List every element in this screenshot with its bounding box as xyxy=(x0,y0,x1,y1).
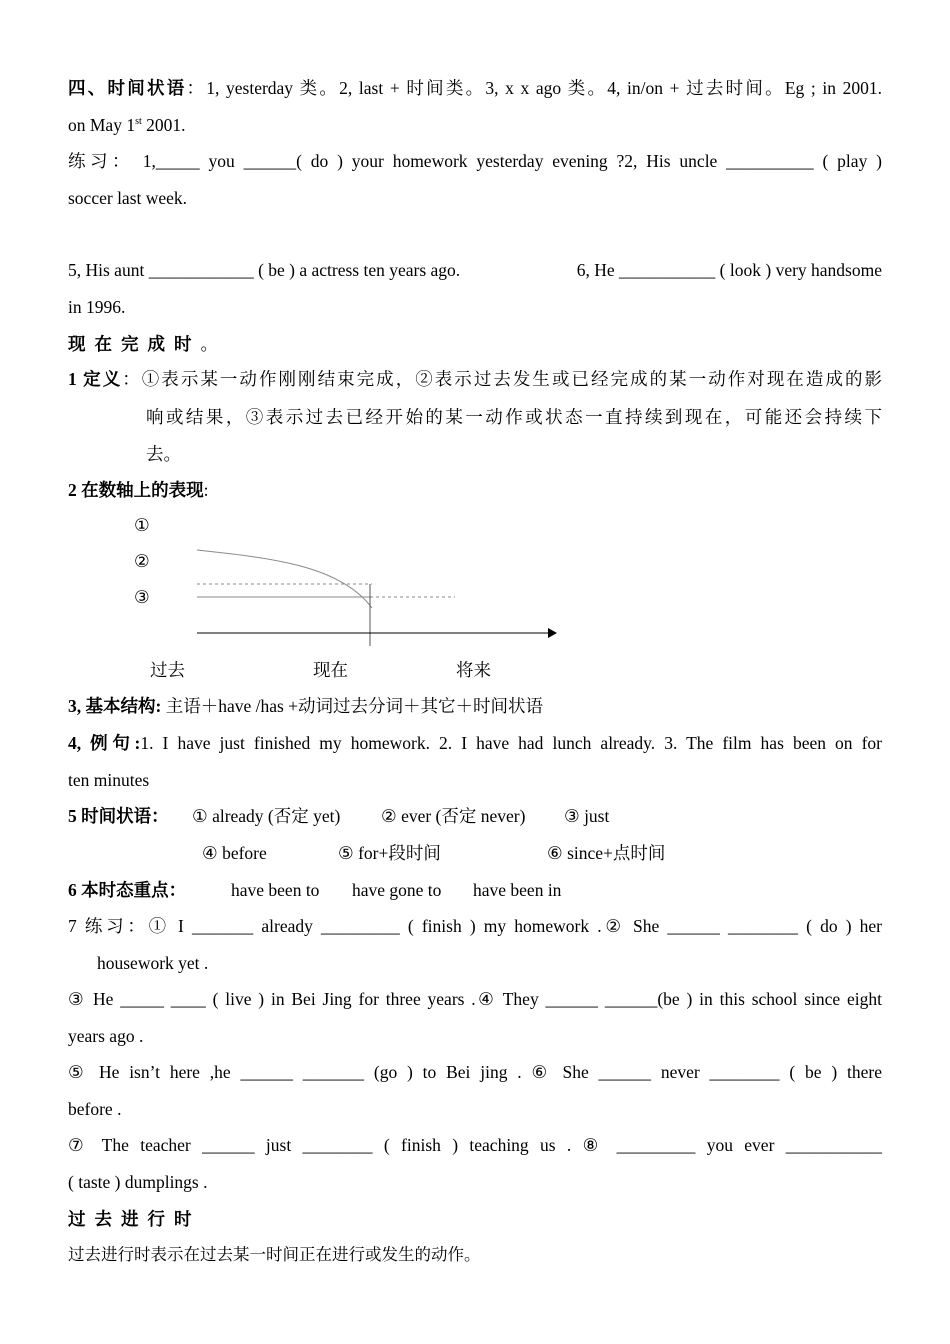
structure-line xyxy=(68,695,882,717)
adverbial-just: ③ just xyxy=(564,806,610,826)
present-perfect-title: 现在完成时 xyxy=(68,334,201,354)
definition-line-2: 响或结果，③表示过去已经开始的某一动作或状态一直持续到现在，可能还会持续下 xyxy=(146,407,882,427)
focus-have-gone-to: have gone to xyxy=(352,880,442,900)
marker-1: ① xyxy=(134,515,150,535)
examples-line-1 xyxy=(68,732,882,754)
date-year: 2001. xyxy=(141,115,186,135)
practice-7-line-8: ( taste ) dumplings . xyxy=(68,1172,208,1192)
marker-2: ② xyxy=(134,551,150,571)
practice-1-line-4: in 1996. xyxy=(68,297,126,317)
axis-title-text: 2 在数轴上的表现 xyxy=(68,480,204,500)
adverbial-already: ① already (否定 yet) xyxy=(192,806,341,826)
past-continuous-heading: 过去进行时 xyxy=(68,1209,201,1229)
practice-1-line-2: soccer last week. xyxy=(68,188,188,208)
adverbials-line-1 xyxy=(68,805,882,827)
practice-7-line-1: 7 练习：① I _______ already _________ ( finish ) my homework .② She ______ ________ ( do ) her xyxy=(68,916,882,936)
curve-line-1 xyxy=(197,550,372,608)
past-continuous-definition: 过去进行时表示在过去某一时间正在进行或发生的动作。 xyxy=(68,1245,481,1264)
adverbial-since: ⑥ since+点时间 xyxy=(547,843,666,863)
axis-label-future: 将来 xyxy=(456,660,491,680)
definition-label: 1 定义 xyxy=(68,369,123,389)
focus-label: 6 本时态重点： xyxy=(68,880,187,900)
adverbial-for: ⑤ for+段时间 xyxy=(338,843,441,863)
axis-label-past: 过去 xyxy=(150,660,185,680)
section-4-title: 四、时间状语 xyxy=(68,78,187,98)
structure-text: 主语＋have /has +动词过去分词＋其它＋时间状语 xyxy=(161,696,544,716)
focus-have-been-in: have been in xyxy=(473,880,562,900)
definition-text: ：①表示某一动作刚刚结束完成，②表示过去发生或已经完成的某一动作对现在造成的影 xyxy=(122,369,883,389)
axis-label-now: 现在 xyxy=(313,660,348,680)
practice-7-line-4: years ago . xyxy=(68,1026,144,1046)
focus-line xyxy=(68,879,882,901)
structure-label: 3, 基本结构: xyxy=(68,696,162,716)
adverbials-label: 5 时间状语： xyxy=(68,806,169,826)
ordinal-superscript: st xyxy=(135,116,142,128)
exercise-5: 5, His aunt ____________ ( be ) a actress ten years ago. xyxy=(68,260,461,280)
definition-line-3: 去。 xyxy=(146,444,181,464)
practice-1-line-1: 练习： 1,_____ you ______( do ) your homework yesterday evening ?2, His uncle __________ ( play ) xyxy=(68,151,882,171)
practice-7-line-3: ③ He _____ ____ ( live ) in Bei Jing for three years .④ They ______ ______(be ) in this school since eight xyxy=(68,989,882,1009)
practice-7-line-7: ⑦ The teacher ______ just ________ ( finish ) teaching us . ⑧ _________ you ever ___________ xyxy=(68,1135,882,1155)
practice-7-line-2: housework yet . xyxy=(97,953,209,973)
focus-have-been-to: have been to xyxy=(231,880,320,900)
exercise-6: 6, He ___________ ( look ) very handsome xyxy=(576,260,882,280)
examples-text: 1. I have just finished my homework. 2. I have had lunch already. 3. The film has been on for xyxy=(140,733,882,753)
section-4-text: ：1, yesterday 类。2, last + 时间类。3, x x ago 类。4, in/on + 过去时间。Eg ; in 2001. xyxy=(186,78,882,98)
marker-3: ③ xyxy=(134,587,150,607)
practice-7-line-5: ⑤ He isn’t here ,he ______ _______ (go ) to Bei jing . ⑥ She ______ never ________ ( be ) there xyxy=(68,1062,882,1082)
examples-label: 4, 例句: xyxy=(68,733,141,753)
axis-title-colon: : xyxy=(203,480,209,500)
examples-line-2: ten minutes xyxy=(68,770,150,790)
title-punct: 。 xyxy=(200,334,218,354)
date-text: on May 1 xyxy=(68,115,136,135)
adverbial-before: ④ before xyxy=(202,843,267,863)
adverbial-ever: ② ever (否定 never) xyxy=(381,806,526,826)
axis-arrow-icon xyxy=(548,628,557,638)
practice-7-line-6: before . xyxy=(68,1099,122,1119)
